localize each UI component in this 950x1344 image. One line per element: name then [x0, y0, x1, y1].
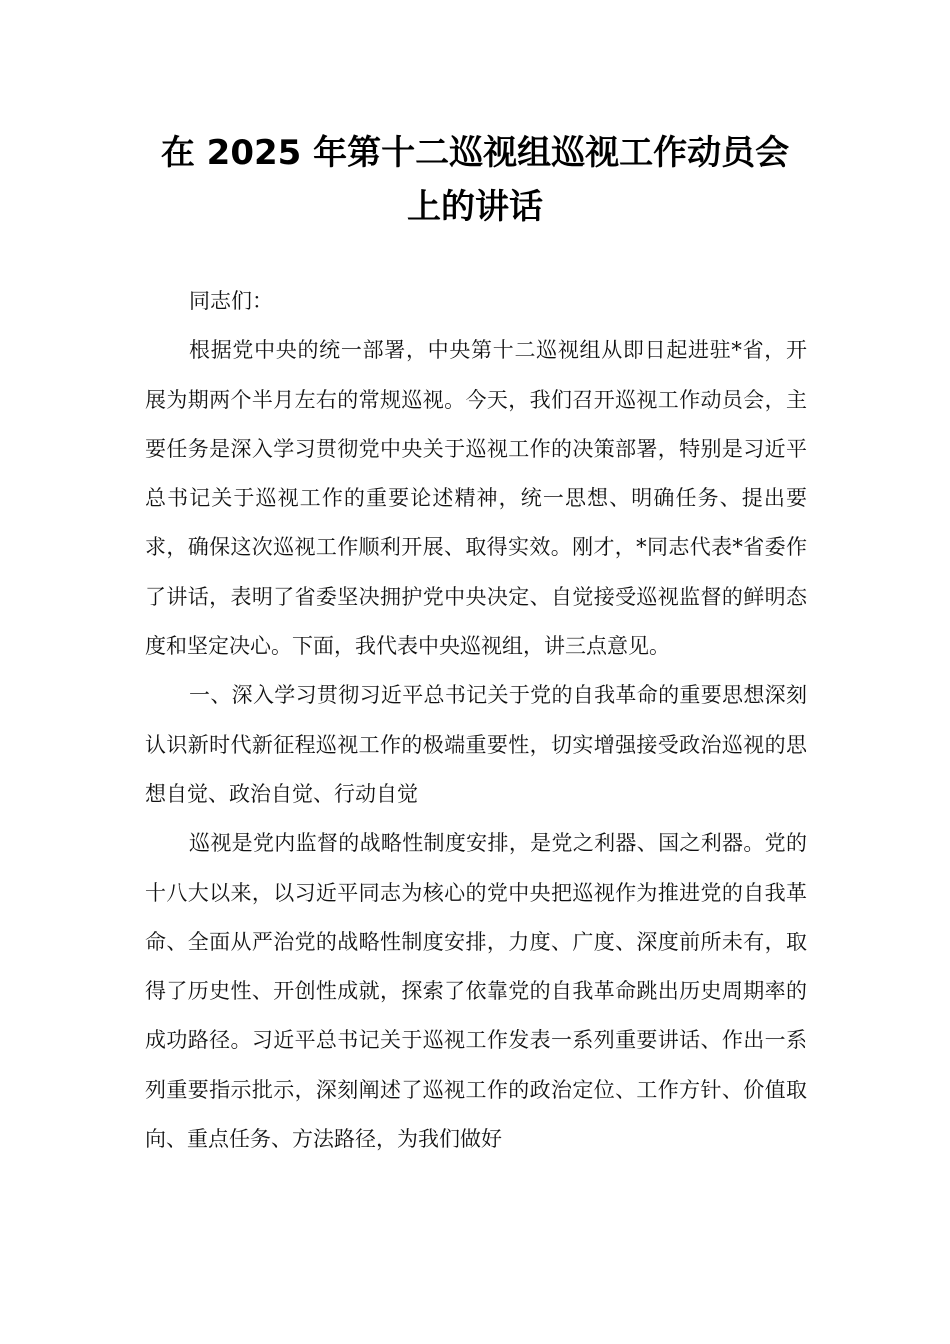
salutation-paragraph: 同志们：: [189, 289, 273, 313]
body-paragraph: 巡视是党内监督的战略性制度安排，是党之利器、国之利器。党的十八大以来，以习近平同志为核心的党中央把巡视作为推进党的自我革命、全面从严治党的战略性制度安排，力度、广度、深度前所未有，取得了历史性、开创性成就，探索了依靠党的自我革命跳出历史周期率的成功路径。习近平总书记关于巡视工作发表一系列重要讲话、作出一系列重要指示批示，深刻阐述了巡视工作的政治定位、工作方针、价值取向、重点任务、方法路径，为我们做好: [145, 831, 807, 1152]
document-body: [145, 277, 807, 1164]
section-heading-1: 一、深入学习贯彻习近平总书记关于党的自我革命的重要思想深刻认识新时代新征程巡视工作的极端重要性，切实增强接受政治巡视的思想自觉、政治自觉、行动自觉: [145, 683, 807, 806]
document-title: 在 2025 年第十二巡视组巡视工作动员会上的讲话: [160, 133, 790, 227]
opening-paragraph: 根据党中央的统一部署，中央第十二巡视组从即日起进驻*省，开展为期两个半月左右的常规巡视。今天，我们召开巡视工作动员会，主要任务是深入学习贯彻党中央关于巡视工作的决策部署，特别是习近平总书记关于巡视工作的重要论述精神，统一思想、明确任务、提出要求，确保这次巡视工作顺利开展、取得实效。刚才，*同志代表*省委作了讲话，表明了省委坚决拥护党中央决定、自觉接受巡视监督的鲜明态度和坚定决心。下面，我代表中央巡视组，讲三点意见。: [145, 338, 807, 659]
